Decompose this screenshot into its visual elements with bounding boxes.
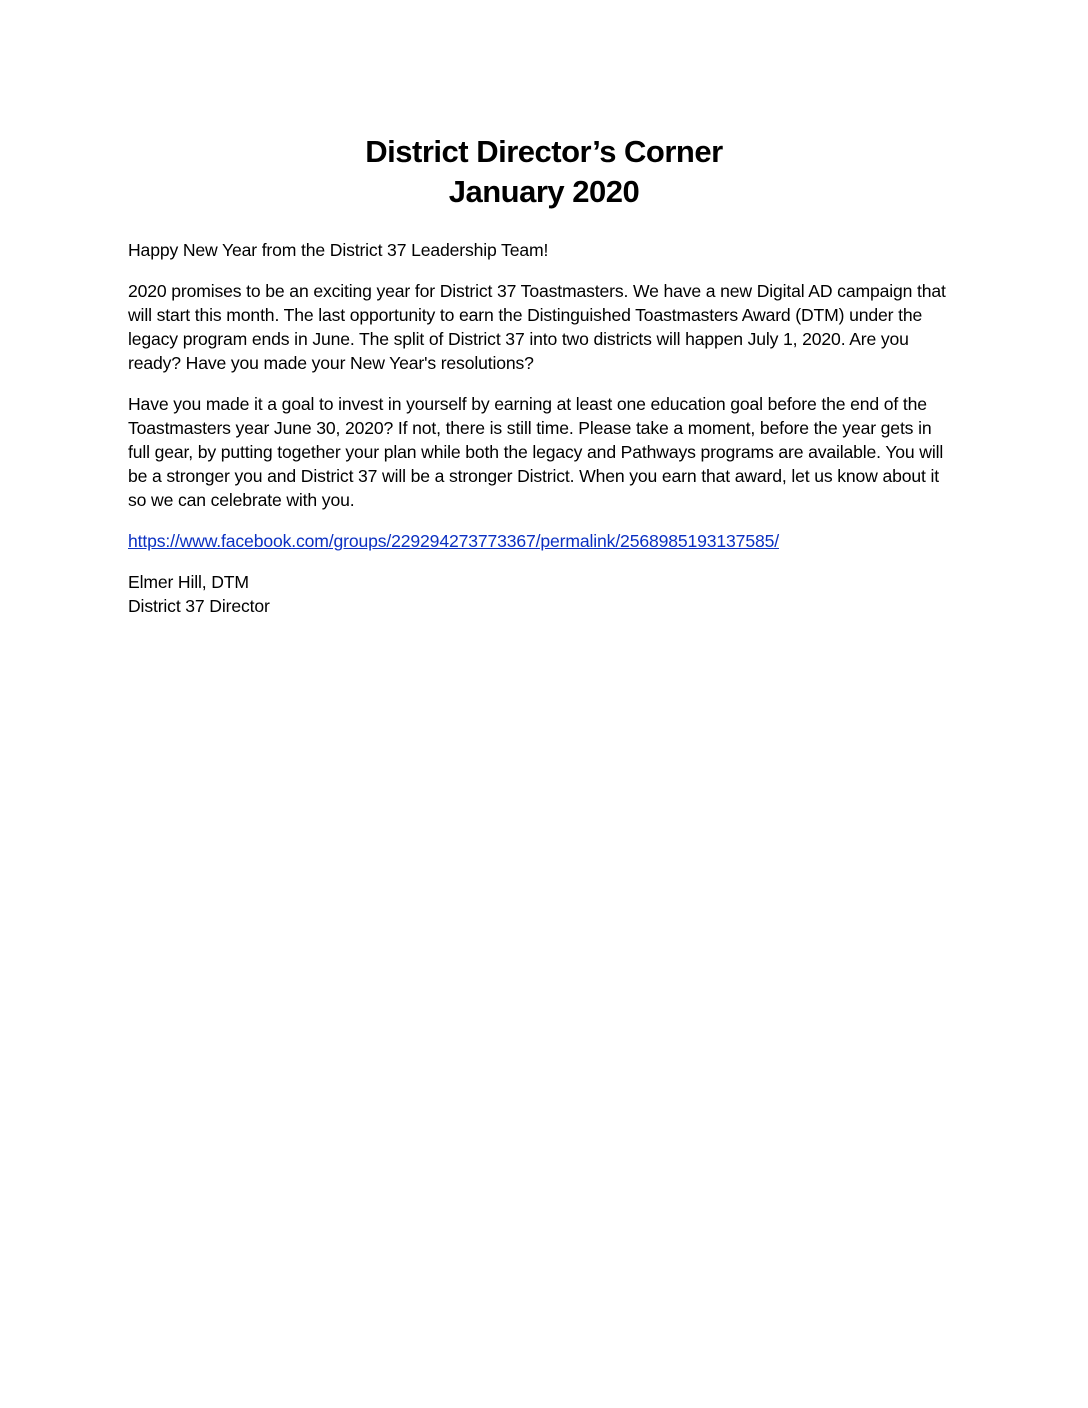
signature-block — [128, 570, 958, 618]
page-title — [0, 132, 1088, 212]
greeting-paragraph: Happy New Year from the District 37 Leadership Team! — [128, 240, 549, 260]
title-line-2: January 2020 — [448, 174, 640, 209]
document-body — [128, 238, 958, 618]
body-paragraph-1: 2020 promises to be an exciting year for District 37 Toastmasters. We have a new Digital AD campaign that will start this month. The last opportunity to earn the Distinguished Toastmasters Award (DTM) under the legacy program ends in June. The split of District 37 into two districts will happen July 1, 2020. Are you ready? Have you made your New Year's resolutions? — [128, 281, 946, 373]
facebook-link[interactable]: https://www.facebook.com/groups/229294273773367/permalink/2568985193137585/ — [128, 531, 779, 551]
signature-title: District 37 Director — [128, 596, 270, 616]
title-line-1: District Director’s Corner — [365, 134, 723, 169]
signature-name: Elmer Hill, DTM — [128, 572, 249, 592]
link-paragraph — [128, 529, 958, 553]
body-paragraph-2: Have you made it a goal to invest in yourself by earning at least one education goal before the end of the Toastmasters year June 30, 2020? If not, there is still time. Please take a moment, before the year gets in full gear, by putting together your plan while both the legacy and Pathways programs are available. You will be a stronger you and District 37 will be a stronger District. When you earn that award, let us know about it so we can celebrate with you. — [128, 394, 944, 510]
